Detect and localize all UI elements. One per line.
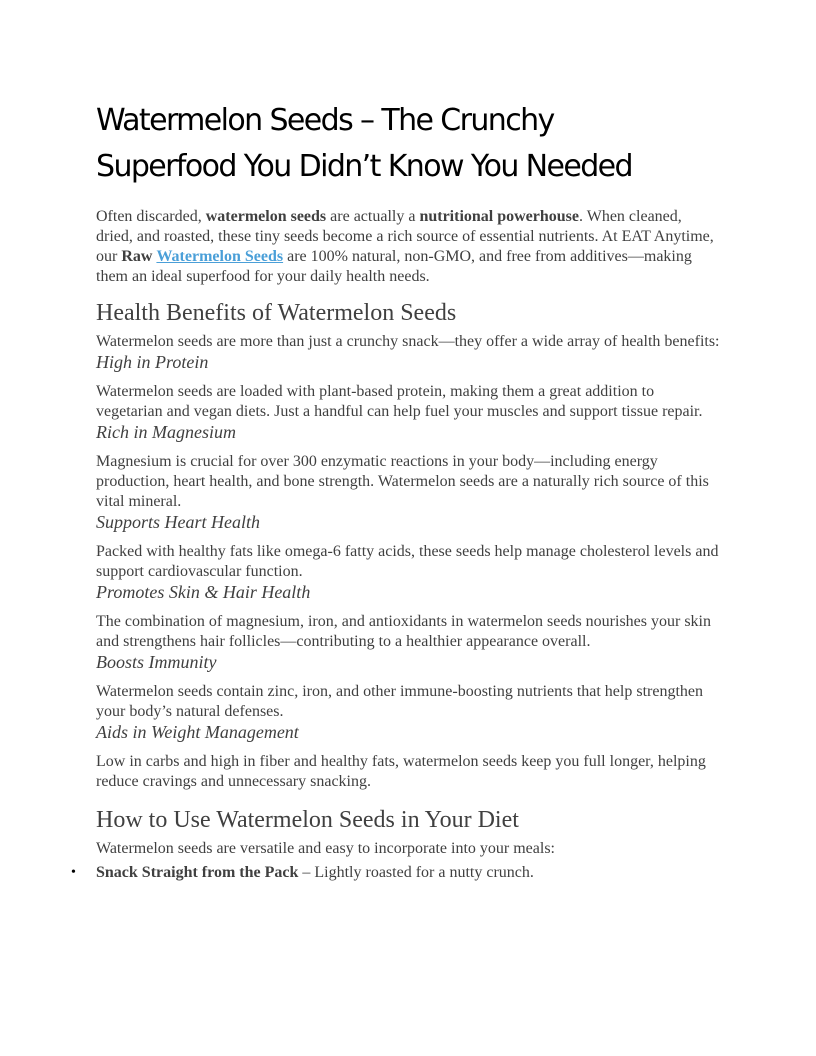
list-item [71,863,722,883]
intro-bold-raw: Raw [121,248,153,265]
benefit-title: Rich in Magnesium [96,422,236,442]
how-to-use-heading: How to Use Watermelon Seeds in Your Diet [96,807,519,833]
benefit-text: Packed with healthy fats like omega-6 fatty acids, these seeds help manage cholesterol levels and support cardiovascular function. [96,543,719,580]
benefit-title: Aids in Weight Management [96,722,299,742]
health-benefits-heading: Health Benefits of Watermelon Seeds [96,300,457,326]
intro-bold-nutritional-powerhouse: nutritional powerhouse [419,208,580,225]
list-item-text: – Lightly roasted for a nutty crunch. [298,864,534,881]
benefit-text: Watermelon seeds contain zinc, iron, and other immune-boosting nutrients that help strengthen your body’s natural defenses. [96,683,703,720]
intro-text-5: are 100% natural, non-GMO, and free from additives—making them an ideal superfood for your daily health needs. [96,248,692,285]
benefit-section [96,512,722,582]
benefit-title: Boosts Immunity [96,652,217,672]
intro-bold-watermelon-seeds: watermelon seeds [205,208,327,225]
benefit-section [96,422,722,512]
benefit-text: Magnesium is crucial for over 300 enzymatic reactions in your body—including energy production, heart health, and bone strength. Watermelon seeds are a naturally rich source of this vital mineral. [96,453,709,510]
intro-text-2: are actually a [326,208,420,225]
benefit-section [96,352,722,422]
benefit-title: High in Protein [96,352,209,372]
intro-text-3: . When cleaned, dried, and roasted, these tiny seeds become a rich source of essential nutrients. At EAT Anytime, our [96,208,714,265]
list-item-bold: Snack Straight from the Pack [96,864,299,881]
benefits-lead: Watermelon seeds are more than just a crunchy snack—they offer a wide array of health benefits: [96,333,720,350]
benefit-title: Promotes Skin & Hair Health [96,582,311,602]
benefit-section [96,582,722,652]
benefit-section [96,722,722,792]
bullet-icon: • [71,865,76,880]
benefit-title: Supports Heart Health [96,512,260,532]
page-title-line-1: Watermelon Seeds – The Crunchy [96,103,554,138]
intro-text-1: Often discarded, [96,208,206,225]
benefit-text: The combination of magnesium, iron, and antioxidants in watermelon seeds nourishes your skin and strengthens hair follicles—contributing to a healthier appearance overall. [96,613,711,650]
page-title-line-2: Superfood You Didn’t Know You Needed [96,149,632,184]
watermelon-seeds-link[interactable]: Watermelon Seeds [156,248,284,265]
benefit-text: Low in carbs and high in fiber and healthy fats, watermelon seeds keep you full longer, helping reduce cravings and unnecessary snacking. [96,753,706,790]
intro-paragraph [96,207,722,287]
page-title [96,98,722,190]
benefit-text: Watermelon seeds are loaded with plant-based protein, making them a great addition to vegetarian and vegan diets. Just a handful can help fuel your muscles and support tissue repair. [96,383,703,420]
use-lead: Watermelon seeds are versatile and easy to incorporate into your meals: [96,840,555,857]
use-list [71,863,722,883]
document-page [71,98,722,883]
benefit-section [96,652,722,722]
